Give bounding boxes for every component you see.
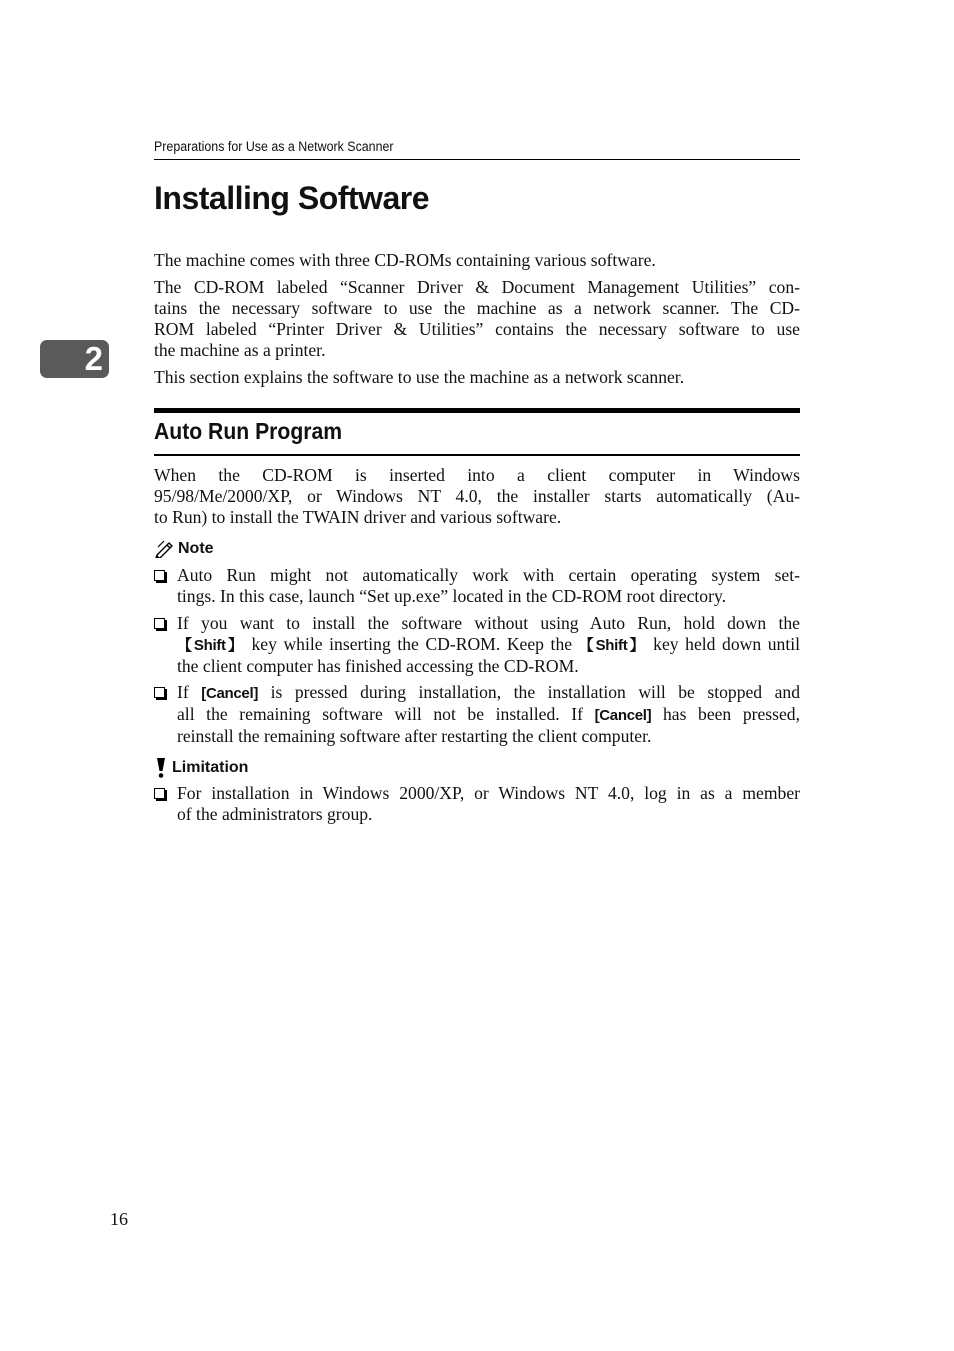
note-item xyxy=(154,682,800,747)
text-line: all the remaining software will not be installed. If [Cancel] has been pressed, xyxy=(177,704,800,724)
text-line: to Run) to install the TWAIN driver and various software. xyxy=(154,507,562,527)
checkbox-bullet-icon xyxy=(154,570,165,581)
text-line: When the CD-ROM is inserted into a client computer in Windows xyxy=(154,465,800,485)
checkbox-bullet-icon xyxy=(154,618,165,629)
shift-key: 【Shift】 xyxy=(578,637,647,654)
intro-paragraph-1: The machine comes with three CD-ROMs containing various software. xyxy=(154,250,656,270)
text-line: If you want to install the software without using Auto Run, hold down the xyxy=(177,613,800,633)
intro-paragraph-2 xyxy=(154,277,800,361)
note-heading xyxy=(154,540,214,558)
chapter-tab xyxy=(40,340,109,378)
shift-key: 【Shift】 xyxy=(177,637,245,654)
text-line: the machine as a printer. xyxy=(154,340,326,360)
text-line: For installation in Windows 2000/XP, or Windows NT 4.0, log in as a member xyxy=(177,783,800,803)
section-body xyxy=(154,465,800,528)
checkbox-bullet-icon xyxy=(154,788,165,799)
limitation-label: Limitation xyxy=(172,759,249,776)
text-line: reinstall the remaining software after restarting the client computer. xyxy=(177,726,652,746)
text-line: the client computer has finished accessing the CD-ROM. xyxy=(177,656,579,676)
text-line: The CD-ROM labeled “Scanner Driver & Document Management Utilities” con- xyxy=(154,277,800,297)
page-number: 16 xyxy=(110,1209,128,1229)
limitation-heading xyxy=(154,757,248,779)
note-item xyxy=(154,565,800,607)
cancel-key: [Cancel] xyxy=(594,707,652,724)
text-line: ROM labeled “Printer Driver & Utilities” contains the necessary software to use xyxy=(154,319,800,339)
exclamation-icon xyxy=(154,757,168,779)
checkbox-bullet-icon xyxy=(154,687,165,698)
text-line: 【Shift】 key while inserting the CD-ROM. Keep the 【Shift】 key held down until xyxy=(177,634,801,654)
section-rule-top xyxy=(154,408,800,413)
cancel-key: [Cancel] xyxy=(201,685,259,702)
intro-paragraph-3: This section explains the software to use the machine as a network scanner. xyxy=(154,367,685,387)
chapter-number: 2 xyxy=(84,340,103,377)
text-line: tings. In this case, launch “Set up.exe” located in the CD-ROM root directory. xyxy=(177,586,727,606)
note-label: Note xyxy=(178,540,214,557)
section-title: Auto Run Program xyxy=(154,418,343,444)
note-item xyxy=(154,613,800,677)
pencil-icon xyxy=(154,540,174,558)
text-line: If [Cancel] is pressed during installation, the installation will be stopped and xyxy=(177,682,801,702)
running-head: Preparations for Use as a Network Scanner xyxy=(154,139,394,154)
text-line: Auto Run might not automatically work with certain operating system set- xyxy=(177,565,800,585)
text-line: tains the necessary software to use the machine as a network scanner. The CD- xyxy=(154,298,800,318)
section-rule-bottom xyxy=(154,454,800,456)
text-line: 95/98/Me/2000/XP, or Windows NT 4.0, the installer starts automatically (Au- xyxy=(154,486,800,506)
header-rule xyxy=(154,159,800,160)
limitation-item xyxy=(154,783,800,825)
page-title: Installing Software xyxy=(154,180,429,216)
text-line: of the administrators group. xyxy=(177,804,373,824)
